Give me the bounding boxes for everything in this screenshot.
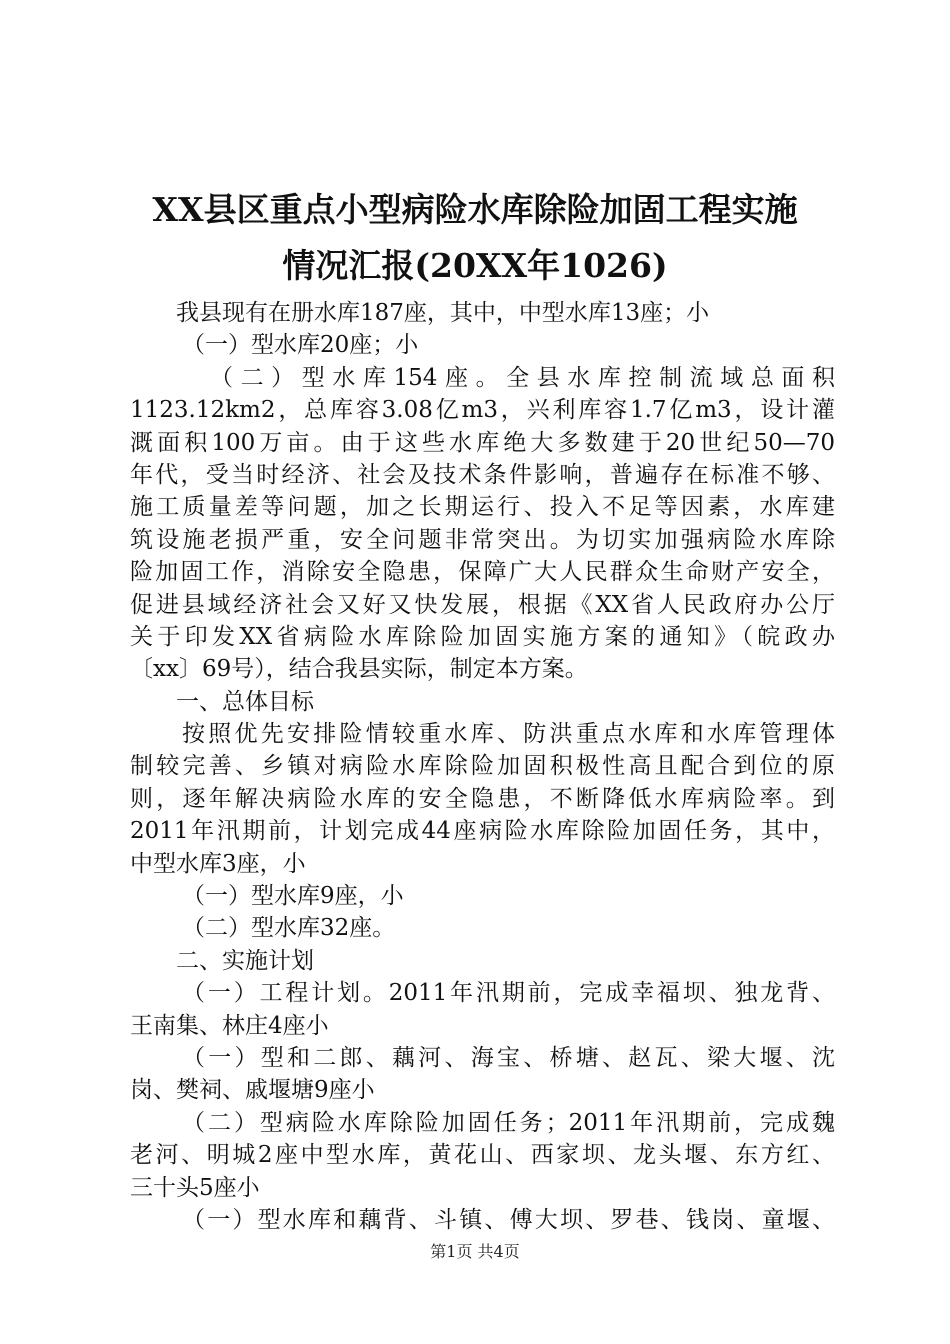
paragraph-line: 我县现有在册水库187座，其中，中型水库13座；小 bbox=[176, 300, 710, 326]
section-heading: 一、总体目标 bbox=[176, 688, 314, 715]
page-number-footer: 第1页 共4页 bbox=[430, 1242, 520, 1261]
document-body bbox=[130, 297, 835, 1236]
paragraph-line: 1123.12km2，总库容3.08亿m3，兴利库容1.7亿m3，设计灌 bbox=[130, 397, 835, 424]
paragraph-line: 制较完善、乡镇对病险水库除险加固积极性高且配合到位的原 bbox=[130, 753, 835, 780]
paragraph-line: 按照优先安排险情较重水库、防洪重点水库和水库管理体 bbox=[182, 721, 835, 748]
paragraph-line: 促进县域经济社会又好又快发展，根据《XX省人民政府办公厅 bbox=[130, 591, 835, 618]
paragraph-line: 岗、樊祠、戚堰塘9座小 bbox=[130, 1077, 375, 1104]
paragraph-line: （一）型水库9座，小 bbox=[182, 883, 404, 910]
paragraph-line: 筑设施老损严重，安全问题非常突出。为切实加强病险水库除 bbox=[130, 526, 835, 553]
paragraph-line: 2011年汛期前，计划完成44座病险水库除险加固任务，其中， bbox=[130, 818, 835, 845]
paragraph-line: （一）型水库20座；小 bbox=[182, 332, 419, 359]
paragraph-line: （一）型和二郎、藕河、海宝、桥塘、赵瓦、梁大堰、沈 bbox=[182, 1044, 835, 1071]
paragraph-line: 施工质量差等问题，加之长期运行、投入不足等因素，水库建 bbox=[130, 494, 835, 521]
paragraph-line: （二）型病险水库除险加固任务；2011年汛期前，完成魏 bbox=[182, 1109, 835, 1136]
paragraph-line: 险加固工作，消除安全隐患，保障广大人民群众生命财产安全， bbox=[130, 559, 835, 586]
paragraph-line: （一）型水库和藕背、斗镇、傅大坝、罗巷、钱岗、童堰、 bbox=[182, 1206, 835, 1233]
paragraph-line: （一）工程计划。2011年汛期前，完成幸福坝、独龙背、 bbox=[182, 980, 835, 1007]
paragraph-line: 中型水库3座，小 bbox=[130, 850, 306, 877]
paragraph-line: 则，逐年解决病险水库的安全隐患，不断降低水库病险率。到 bbox=[130, 785, 835, 812]
section-heading: 二、实施计划 bbox=[176, 947, 314, 974]
paragraph-line: 关于印发XX省病险水库除险加固实施方案的通知》（皖政办 bbox=[130, 623, 835, 650]
paragraph-line: 王南集、林庄4座小 bbox=[130, 1012, 329, 1039]
document-title-line-2: 情况汇报(20XX年1026) bbox=[282, 246, 668, 285]
paragraph-line: 年代，受当时经济、社会及技术条件影响，普遍存在标准不够、 bbox=[130, 461, 835, 488]
paragraph-line: （二）型水库154座。全县水库控制流域总面积 bbox=[210, 364, 835, 391]
paragraph-line: 溉面积100万亩。由于这些水库绝大多数建于20世纪50—70 bbox=[130, 429, 835, 456]
document-title-line-1: XX县区重点小型病险水库除险加固工程实施 bbox=[152, 190, 798, 229]
paragraph-line: 〔xx〕69号），结合我县实际，制定本方案。 bbox=[130, 656, 588, 683]
paragraph-line: 三十头5座小 bbox=[130, 1174, 260, 1201]
paragraph-line: （二）型水库32座。 bbox=[182, 915, 396, 942]
paragraph-line: 老河、明城2座中型水库，黄花山、西家坝、龙头堰、东方红、 bbox=[130, 1142, 835, 1169]
